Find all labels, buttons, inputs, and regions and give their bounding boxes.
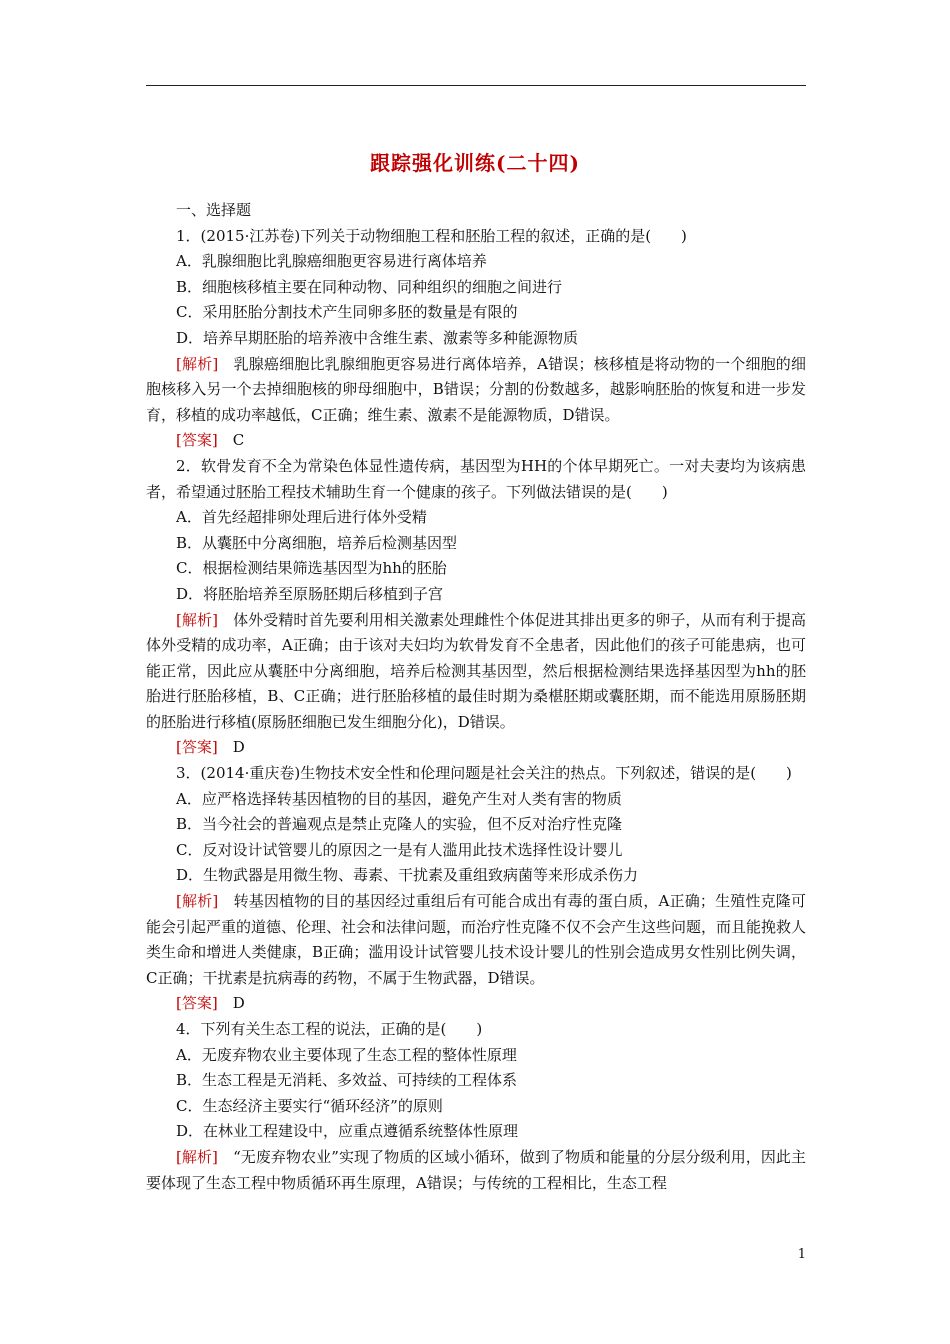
question-option: B．生态工程是无消耗、多效益、可持续的工程体系 (176, 1071, 518, 1090)
question-option: D．将胚胎培养至原肠胚期后移植到子宫 (176, 584, 444, 603)
question-option: D．在林业工程建设中，应重点遵循系统整体性原理 (176, 1122, 519, 1141)
question-stem: 3．(2014·重庆卷)生物技术安全性和伦理问题是社会关注的热点。下列叙述，错误的是( ) (176, 764, 792, 783)
analysis-text: “无废弃物农业”实现了物质的区域小循环，做到了物质和能量的分层分级利用，因此主要体现了生态工程中物质循环再生原理，A错误；与传统的工程相比，生态工程 (146, 1147, 806, 1192)
question-option: A．应严格选择转基因植物的目的基因，避免产生对人类有害的物质 (176, 789, 622, 808)
question-option: C．反对设计试管婴儿的原因之一是有人滥用此技术选择性设计婴儿 (176, 840, 623, 859)
question-option: C．生态经济主要实行“循环经济”的原则 (176, 1096, 443, 1115)
question-option: C．采用胚胎分割技术产生同卵多胚的数量是有限的 (176, 303, 518, 322)
question-stem: 1．(2015·江苏卷)下列关于动物细胞工程和胚胎工程的叙述，正确的是( ) (176, 226, 687, 245)
question-option: B．当今社会的普遍观点是禁止克隆人的实验，但不反对治疗性克隆 (176, 815, 623, 834)
page-number: 1 (797, 1247, 806, 1262)
analysis-label: [解析] (176, 610, 218, 629)
question-stem: 4．下列有关生态工程的说法，正确的是( ) (176, 1020, 483, 1038)
answer-label: [答案] (176, 994, 218, 1013)
header-rule (146, 85, 806, 86)
section-heading: 一、选择题 (176, 201, 252, 219)
answer-label: [答案] (176, 431, 218, 450)
answer-value: D (232, 738, 245, 757)
answer-paragraph (146, 428, 806, 454)
answer-label: [答案] (176, 738, 218, 757)
question-option: B．从囊胚中分离细胞，培养后检测基因型 (176, 533, 458, 552)
analysis-text: 转基因植物的目的基因经过重组后有可能合成出有毒的蛋白质，A正确；生殖性克隆可能会引起严重的道德、伦理、社会和法律问题，而治疗性克隆不仅不会产生这些问题，而且能挽救人类生命和增进人类健康，B正确；滥用设计试管婴儿技术设计婴儿的性别会造成男女性别比例失调，C正确；干扰素是抗病毒的药物，不属于生物武器，D错误。 (146, 892, 807, 987)
answer-value: C (232, 431, 245, 450)
analysis-paragraph (146, 352, 806, 429)
analysis-label: [解析] (176, 892, 219, 911)
answer-paragraph (146, 735, 806, 761)
question-option: A．乳腺细胞比乳腺癌细胞更容易进行离体培养 (176, 252, 487, 271)
question-option: D．培养早期胚胎的培养液中含维生素、激素等多种能源物质 (176, 328, 579, 347)
question-option: C．根据检测结果筛选基因型为hh的胚胎 (176, 559, 447, 578)
analysis-paragraph (146, 1145, 806, 1196)
answer-value: D (232, 994, 245, 1013)
question-option: B．细胞核移植主要在同种动物、同种组织的细胞之间进行 (176, 277, 563, 296)
analysis-label: [解析] (176, 1147, 218, 1166)
page-title: 跟踪强化训练(二十四) (370, 151, 580, 175)
question-option: A．无废弃物农业主要体现了生态工程的整体性原理 (176, 1045, 517, 1064)
analysis-paragraph (146, 889, 806, 991)
question-option: D．生物武器是用微生物、毒素、干扰素及重组致病菌等来形成杀伤力 (176, 866, 639, 885)
analysis-paragraph (146, 608, 806, 736)
question-option: A．首先经超排卵处理后进行体外受精 (176, 508, 427, 527)
analysis-text: 体外受精时首先要利用相关激素处理雌性个体促进其排出更多的卵子，从而有利于提高体外受精的成功率，A正确；由于该对夫妇均为软骨发育不全患者，因此他们的孩子可能患病，也可能正常，因此应从囊胚中分离细胞，培养后检测其基因型，然后根据检测结果选择基因型为hh的胚胎进行胚胎移植，B、C正确；进行胚胎移植的最佳时期为桑椹胚期或囊胚期，而不能选用原肠胚期的胚胎进行移植(原肠胚细胞已发生细胞分化)，D错误。 (146, 610, 806, 731)
analysis-text: 乳腺癌细胞比乳腺细胞更容易进行离体培养，A错误；核移植是将动物的一个细胞的细胞核移入另一个去掉细胞核的卵母细胞中，B错误；分割的份数越多，越影响胚胎的恢复和进一步发育，移植的成功率越低，C正确；维生素、激素不是能源物质，D错误。 (146, 354, 806, 424)
analysis-label: [解析] (176, 354, 219, 373)
answer-paragraph (146, 991, 806, 1017)
document-body (146, 198, 806, 1196)
question-stem: 2．软骨发育不全为常染色体显性遗传病，基因型为HH的个体早期死亡。一对夫妻均为该病患者，希望通过胚胎工程技术辅助生育一个健康的孩子。下列做法错误的是( ) (146, 456, 806, 501)
